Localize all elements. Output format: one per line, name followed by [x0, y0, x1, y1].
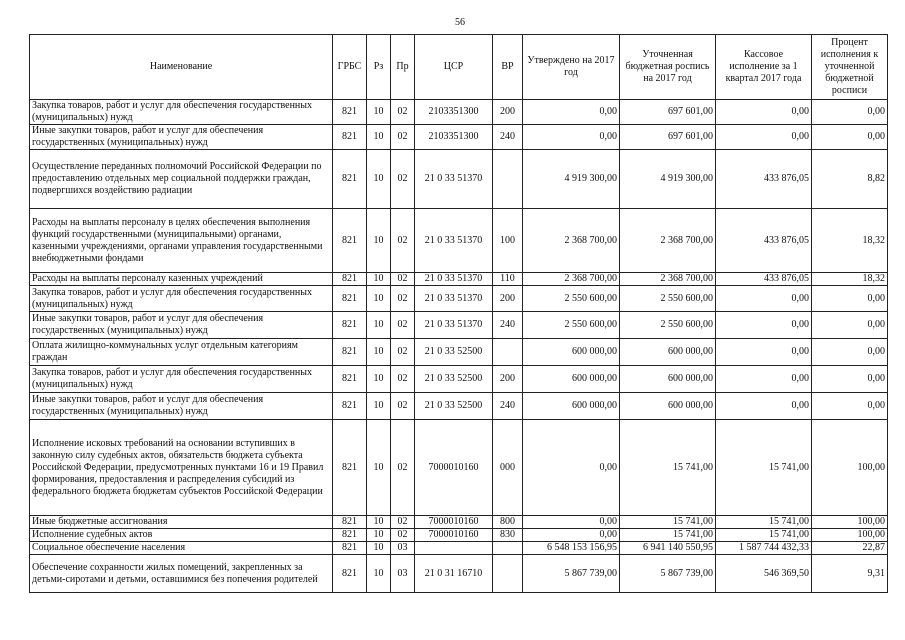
row-csr: 21 0 33 52500: [415, 339, 493, 366]
row-approved: 2 368 700,00: [523, 209, 620, 273]
table-row: [30, 312, 888, 339]
row-grbs: 821: [333, 286, 367, 312]
row-grbs: 821: [333, 100, 367, 125]
row-csr: 2103351300: [415, 100, 493, 125]
row-name: Закупка товаров, работ и услуг для обеспечения государственных (муниципальных) нужд: [30, 100, 333, 125]
row-approved: 2 550 600,00: [523, 312, 620, 339]
row-cash: 1 587 744 432,33: [716, 542, 812, 555]
row-name: Иные бюджетные ассигнования: [30, 516, 333, 529]
row-grbs: 821: [333, 420, 367, 516]
row-rz: 10: [367, 366, 391, 393]
row-refined: 5 867 739,00: [620, 555, 716, 593]
row-name: Исполнение исковых требований на основании вступивших в законную силу судебных актов, обязательств бюджета субъекта Российской Федерации, предусмотренных пунктами 16 и 19 Правил формирования, предоставления и распределения субсидий из федерального бюджета бюджетам субъектов Российской Федерации: [30, 420, 333, 516]
table-row: [30, 420, 888, 516]
row-name: Иные закупки товаров, работ и услуг для обеспечения государственных (муниципальных) нужд: [30, 312, 333, 339]
row-approved: 0,00: [523, 516, 620, 529]
header-name: Наименование: [30, 35, 333, 100]
row-cash: 546 369,50: [716, 555, 812, 593]
row-rz: 10: [367, 339, 391, 366]
row-csr: 21 0 33 52500: [415, 393, 493, 420]
row-approved: 5 867 739,00: [523, 555, 620, 593]
table-row: [30, 209, 888, 273]
page-number: 56: [455, 17, 465, 28]
row-rz: 10: [367, 516, 391, 529]
row-grbs: 821: [333, 209, 367, 273]
row-refined: 15 741,00: [620, 529, 716, 542]
header-rz: Рз: [367, 35, 391, 100]
table-header-row: [30, 35, 888, 100]
row-percent: 9,31: [812, 555, 888, 593]
row-refined: 697 601,00: [620, 125, 716, 150]
table-row: [30, 273, 888, 286]
row-csr: 21 0 33 52500: [415, 366, 493, 393]
row-cash: 15 741,00: [716, 516, 812, 529]
row-vr: 240: [493, 125, 523, 150]
row-percent: 0,00: [812, 339, 888, 366]
row-refined: 2 368 700,00: [620, 209, 716, 273]
row-csr: [415, 542, 493, 555]
row-name: Оплата жилищно-коммунальных услуг отдельным категориям граждан: [30, 339, 333, 366]
row-approved: 0,00: [523, 420, 620, 516]
row-pr: 02: [391, 339, 415, 366]
row-rz: 10: [367, 100, 391, 125]
row-csr: 21 0 33 51370: [415, 273, 493, 286]
row-csr: 7000010160: [415, 420, 493, 516]
row-name: Расходы на выплаты персоналу казенных учреждений: [30, 273, 333, 286]
row-pr: 02: [391, 393, 415, 420]
row-vr: 240: [493, 312, 523, 339]
row-name: Обеспечение сохранности жилых помещений, закрепленных за детьми-сиротами и детьми, оставшимися без попечения родителей: [30, 555, 333, 593]
table-row: [30, 555, 888, 593]
row-vr: 100: [493, 209, 523, 273]
budget-execution-table: [29, 34, 888, 593]
row-vr: [493, 555, 523, 593]
row-cash: 15 741,00: [716, 420, 812, 516]
row-vr: 200: [493, 366, 523, 393]
row-rz: 10: [367, 529, 391, 542]
row-pr: 02: [391, 312, 415, 339]
header-vr: ВР: [493, 35, 523, 100]
row-grbs: 821: [333, 516, 367, 529]
row-pr: 02: [391, 273, 415, 286]
row-name: Иные закупки товаров, работ и услуг для обеспечения государственных (муниципальных) нужд: [30, 125, 333, 150]
row-cash: 0,00: [716, 100, 812, 125]
row-percent: 18,32: [812, 209, 888, 273]
row-percent: 100,00: [812, 516, 888, 529]
row-name: Социальное обеспечение населения: [30, 542, 333, 555]
row-csr: 2103351300: [415, 125, 493, 150]
row-percent: 0,00: [812, 286, 888, 312]
table-row: [30, 339, 888, 366]
row-grbs: 821: [333, 125, 367, 150]
row-refined: 4 919 300,00: [620, 150, 716, 209]
row-grbs: 821: [333, 339, 367, 366]
row-name: Расходы на выплаты персоналу в целях обеспечения выполнения функций государственными (муниципальными) органами, казенными учреждениями, органами управления государственными внебюджетными фондами: [30, 209, 333, 273]
row-grbs: 821: [333, 150, 367, 209]
row-cash: 433 876,05: [716, 150, 812, 209]
row-percent: 22,87: [812, 542, 888, 555]
row-rz: 10: [367, 209, 391, 273]
row-vr: [493, 339, 523, 366]
row-refined: 6 941 140 550,95: [620, 542, 716, 555]
row-approved: 600 000,00: [523, 366, 620, 393]
row-name: Осуществление переданных полномочий Российской Федерации по предоставлению отдельных мер социальной поддержки граждан, подвергшихся воздействию радиации: [30, 150, 333, 209]
row-rz: 10: [367, 542, 391, 555]
row-rz: 10: [367, 286, 391, 312]
row-vr: 240: [493, 393, 523, 420]
header-grbs: ГРБС: [333, 35, 367, 100]
row-csr: 21 0 33 51370: [415, 286, 493, 312]
row-percent: 0,00: [812, 366, 888, 393]
table-row: [30, 542, 888, 555]
header-approved: Утверждено на 2017 год: [523, 35, 620, 100]
table-row: [30, 529, 888, 542]
row-vr: 110: [493, 273, 523, 286]
row-pr: 02: [391, 209, 415, 273]
row-pr: 02: [391, 100, 415, 125]
row-refined: 600 000,00: [620, 393, 716, 420]
row-vr: [493, 150, 523, 209]
row-approved: 0,00: [523, 100, 620, 125]
row-refined: 2 550 600,00: [620, 312, 716, 339]
row-percent: 100,00: [812, 529, 888, 542]
row-approved: 0,00: [523, 125, 620, 150]
row-refined: 600 000,00: [620, 366, 716, 393]
row-rz: 10: [367, 312, 391, 339]
row-pr: 02: [391, 420, 415, 516]
row-rz: 10: [367, 273, 391, 286]
row-vr: 000: [493, 420, 523, 516]
row-refined: 600 000,00: [620, 339, 716, 366]
table-row: [30, 366, 888, 393]
row-percent: 18,32: [812, 273, 888, 286]
row-cash: 433 876,05: [716, 209, 812, 273]
row-approved: 2 368 700,00: [523, 273, 620, 286]
row-vr: 200: [493, 100, 523, 125]
row-cash: 0,00: [716, 125, 812, 150]
row-refined: 2 550 600,00: [620, 286, 716, 312]
row-approved: 600 000,00: [523, 393, 620, 420]
row-refined: 697 601,00: [620, 100, 716, 125]
row-vr: 800: [493, 516, 523, 529]
row-cash: 0,00: [716, 286, 812, 312]
row-refined: 15 741,00: [620, 516, 716, 529]
row-grbs: 821: [333, 312, 367, 339]
row-percent: 0,00: [812, 312, 888, 339]
row-pr: 02: [391, 286, 415, 312]
row-csr: 21 0 33 51370: [415, 209, 493, 273]
row-approved: 4 919 300,00: [523, 150, 620, 209]
table-row: [30, 286, 888, 312]
row-percent: 0,00: [812, 125, 888, 150]
row-rz: 10: [367, 555, 391, 593]
row-percent: 0,00: [812, 100, 888, 125]
row-csr: 7000010160: [415, 516, 493, 529]
table-row: [30, 125, 888, 150]
row-approved: 6 548 153 156,95: [523, 542, 620, 555]
table-row: [30, 516, 888, 529]
row-rz: 10: [367, 150, 391, 209]
row-percent: 8,82: [812, 150, 888, 209]
row-name: Иные закупки товаров, работ и услуг для обеспечения государственных (муниципальных) нужд: [30, 393, 333, 420]
row-cash: 0,00: [716, 339, 812, 366]
table-row: [30, 393, 888, 420]
row-pr: 02: [391, 150, 415, 209]
row-grbs: 821: [333, 273, 367, 286]
row-csr: 7000010160: [415, 529, 493, 542]
header-cash: Кассовое исполнение за 1 квартал 2017 года: [716, 35, 812, 100]
row-pr: 02: [391, 516, 415, 529]
row-cash: 0,00: [716, 312, 812, 339]
row-pr: 02: [391, 529, 415, 542]
row-grbs: 821: [333, 366, 367, 393]
row-approved: 0,00: [523, 529, 620, 542]
row-pr: 03: [391, 542, 415, 555]
row-grbs: 821: [333, 542, 367, 555]
header-percent: Процент исполнения к уточненной бюджетной росписи: [812, 35, 888, 100]
row-grbs: 821: [333, 555, 367, 593]
row-cash: 0,00: [716, 393, 812, 420]
row-rz: 10: [367, 420, 391, 516]
row-pr: 02: [391, 366, 415, 393]
row-cash: 433 876,05: [716, 273, 812, 286]
header-pr: Пр: [391, 35, 415, 100]
table-row: [30, 150, 888, 209]
row-percent: 0,00: [812, 393, 888, 420]
row-cash: 15 741,00: [716, 529, 812, 542]
row-vr: 830: [493, 529, 523, 542]
row-grbs: 821: [333, 393, 367, 420]
row-approved: 600 000,00: [523, 339, 620, 366]
row-percent: 100,00: [812, 420, 888, 516]
row-csr: 21 0 31 16710: [415, 555, 493, 593]
row-grbs: 821: [333, 529, 367, 542]
row-name: Исполнение судебных актов: [30, 529, 333, 542]
row-rz: 10: [367, 125, 391, 150]
row-refined: 15 741,00: [620, 420, 716, 516]
row-pr: 03: [391, 555, 415, 593]
row-approved: 2 550 600,00: [523, 286, 620, 312]
row-name: Закупка товаров, работ и услуг для обеспечения государственных (муниципальных) нужд: [30, 366, 333, 393]
table-row: [30, 100, 888, 125]
row-vr: 200: [493, 286, 523, 312]
row-csr: 21 0 33 51370: [415, 150, 493, 209]
header-refined: Уточненная бюджетная роспись на 2017 год: [620, 35, 716, 100]
row-rz: 10: [367, 393, 391, 420]
row-cash: 0,00: [716, 366, 812, 393]
row-vr: [493, 542, 523, 555]
row-csr: 21 0 33 51370: [415, 312, 493, 339]
row-refined: 2 368 700,00: [620, 273, 716, 286]
row-pr: 02: [391, 125, 415, 150]
header-csr: ЦСР: [415, 35, 493, 100]
row-name: Закупка товаров, работ и услуг для обеспечения государственных (муниципальных) нужд: [30, 286, 333, 312]
